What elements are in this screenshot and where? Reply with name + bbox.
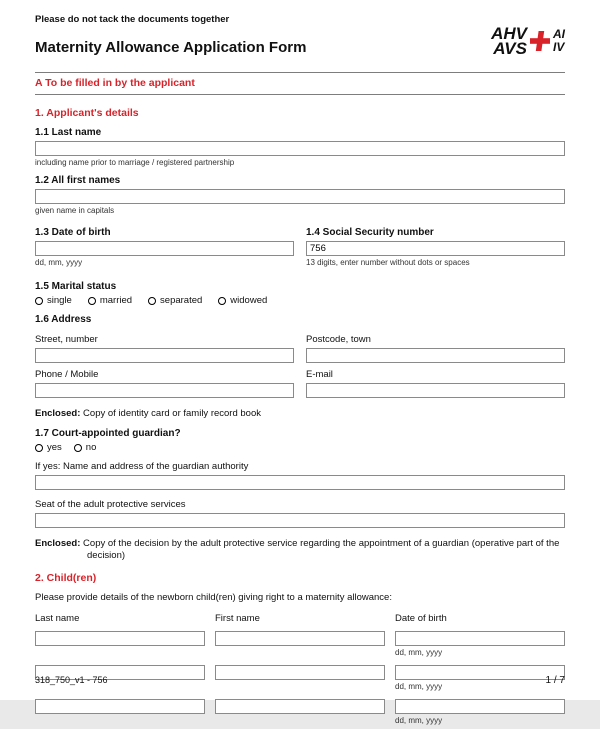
child-2-dob-hint: dd, mm, yyyy bbox=[395, 682, 443, 691]
child-3-dob-hint: dd, mm, yyyy bbox=[395, 716, 443, 725]
guardian-options bbox=[35, 442, 565, 453]
logo-iv: IV bbox=[553, 40, 565, 54]
postcode-label: Postcode, town bbox=[306, 334, 371, 345]
field-address bbox=[35, 314, 565, 398]
logo-text-right bbox=[553, 28, 565, 54]
first-names-input[interactable] bbox=[35, 189, 565, 204]
radio-single[interactable] bbox=[35, 295, 72, 306]
guardian-seat-input[interactable] bbox=[35, 513, 565, 528]
radio-no-label: no bbox=[85, 442, 97, 453]
form-reference: 318_750_v1 - 756 bbox=[35, 675, 108, 685]
children-intro: Please provide details of the newborn child(ren) giving right to a maternity allowance: bbox=[35, 592, 392, 603]
section-2-title: 2. Child(ren) bbox=[35, 572, 97, 584]
radio-circle-icon bbox=[35, 297, 43, 305]
phone-input[interactable] bbox=[35, 383, 294, 398]
logo-ai: AI bbox=[553, 27, 565, 41]
cell bbox=[35, 699, 205, 729]
first-names-label: 1.2 All first names bbox=[35, 175, 121, 186]
child-row-1 bbox=[35, 631, 565, 661]
field-guardian bbox=[35, 428, 565, 528]
cell bbox=[395, 631, 565, 661]
swiss-cross-icon bbox=[530, 31, 550, 51]
child-1-dob-input[interactable] bbox=[395, 631, 565, 646]
col-header-date-of-birth: Date of birth bbox=[395, 613, 447, 624]
section-1-title: 1. Applicant's details bbox=[35, 107, 139, 119]
street-label: Street, number bbox=[35, 334, 98, 345]
child-3-last-name-input[interactable] bbox=[35, 699, 205, 714]
radio-circle-icon bbox=[88, 297, 96, 305]
do-not-staple-notice: Please do not tack the documents together bbox=[35, 14, 230, 25]
field-last-name bbox=[35, 127, 565, 167]
logo-text-left bbox=[491, 26, 527, 56]
field-phone bbox=[35, 363, 294, 398]
enclosed-text: Copy of the decision by the adult protective service regarding the appointment of a guardian (operative part of the decision) bbox=[83, 538, 560, 561]
radio-married-label: married bbox=[99, 295, 133, 306]
child-3-first-name-input[interactable] bbox=[215, 699, 385, 714]
radio-yes-label: yes bbox=[47, 442, 62, 453]
radio-widowed[interactable] bbox=[218, 295, 267, 306]
radio-circle-icon bbox=[74, 444, 82, 452]
enclosed-prefix: Enclosed: bbox=[35, 538, 81, 549]
guardian-label: 1.7 Court-appointed guardian? bbox=[35, 428, 181, 439]
field-postcode bbox=[306, 328, 565, 363]
address-row-1 bbox=[35, 328, 565, 363]
enclosed-prefix: Enclosed: bbox=[35, 408, 81, 419]
enclosed-decision-note bbox=[35, 538, 565, 562]
dob-label: 1.3 Date of birth bbox=[35, 227, 111, 238]
postcode-input[interactable] bbox=[306, 348, 565, 363]
logo-ahv: AHV bbox=[491, 24, 527, 43]
radio-circle-icon bbox=[148, 297, 156, 305]
col-header-last-name: Last name bbox=[35, 613, 80, 624]
field-email bbox=[306, 363, 565, 398]
child-1-dob-hint: dd, mm, yyyy bbox=[395, 648, 443, 657]
radio-widowed-label: widowed bbox=[230, 295, 268, 306]
marital-status-label: 1.5 Marital status bbox=[35, 281, 117, 292]
logo-avs: AVS bbox=[493, 39, 527, 58]
radio-circle-icon bbox=[35, 444, 43, 452]
dob-input[interactable] bbox=[35, 241, 294, 256]
child-3-dob-input[interactable] bbox=[395, 699, 565, 714]
field-street bbox=[35, 328, 294, 363]
guardian-seat-label: Seat of the adult protective services bbox=[35, 499, 186, 510]
ssn-input[interactable] bbox=[306, 241, 565, 256]
cell bbox=[215, 631, 385, 661]
enclosed-identity-note bbox=[35, 408, 565, 420]
field-date-of-birth bbox=[35, 219, 294, 271]
street-input[interactable] bbox=[35, 348, 294, 363]
section-a-header bbox=[35, 72, 565, 95]
radio-married[interactable] bbox=[88, 295, 132, 306]
cell bbox=[395, 699, 565, 729]
last-name-input[interactable] bbox=[35, 141, 565, 156]
email-input[interactable] bbox=[306, 383, 565, 398]
section-a-title: A To be filled in by the applicant bbox=[35, 77, 195, 89]
field-social-security-number bbox=[306, 219, 565, 271]
dob-hint: dd, mm, yyyy bbox=[35, 258, 83, 267]
ssn-label: 1.4 Social Security number bbox=[306, 227, 434, 238]
page-number: 1 / 7 bbox=[545, 675, 565, 686]
radio-guardian-no[interactable] bbox=[74, 442, 97, 453]
col-header-first-name: First name bbox=[215, 613, 260, 624]
children-table-header bbox=[35, 613, 565, 627]
email-label: E-mail bbox=[306, 369, 333, 380]
field-marital-status bbox=[35, 281, 565, 306]
header bbox=[35, 14, 565, 56]
phone-label: Phone / Mobile bbox=[35, 369, 99, 380]
dob-ssn-row bbox=[35, 219, 565, 271]
ahv-avs-logo bbox=[491, 26, 565, 56]
child-1-last-name-input[interactable] bbox=[35, 631, 205, 646]
guardian-authority-input[interactable] bbox=[35, 475, 565, 490]
footer bbox=[35, 675, 565, 686]
child-row-3 bbox=[35, 699, 565, 729]
child-1-first-name-input[interactable] bbox=[215, 631, 385, 646]
guardian-authority-label: If yes: Name and address of the guardian authority bbox=[35, 461, 249, 472]
cell bbox=[215, 699, 385, 729]
enclosed-text: Copy of identity card or family record book bbox=[83, 408, 261, 419]
radio-separated-label: separated bbox=[160, 295, 203, 306]
first-names-hint: given name in capitals bbox=[35, 206, 115, 215]
radio-guardian-yes[interactable] bbox=[35, 442, 62, 453]
page-title: Maternity Allowance Application Form bbox=[35, 39, 307, 56]
cell bbox=[35, 631, 205, 661]
address-label: 1.6 Address bbox=[35, 314, 92, 325]
radio-circle-icon bbox=[218, 297, 226, 305]
last-name-hint: including name prior to marriage / registered partnership bbox=[35, 158, 235, 167]
ssn-hint: 13 digits, enter number without dots or spaces bbox=[306, 258, 470, 267]
radio-single-label: single bbox=[47, 295, 72, 306]
last-name-label: 1.1 Last name bbox=[35, 127, 102, 138]
field-first-names bbox=[35, 175, 565, 215]
address-row-2 bbox=[35, 363, 565, 398]
marital-status-options bbox=[35, 295, 565, 306]
radio-separated[interactable] bbox=[148, 295, 202, 306]
divider bbox=[35, 94, 565, 95]
